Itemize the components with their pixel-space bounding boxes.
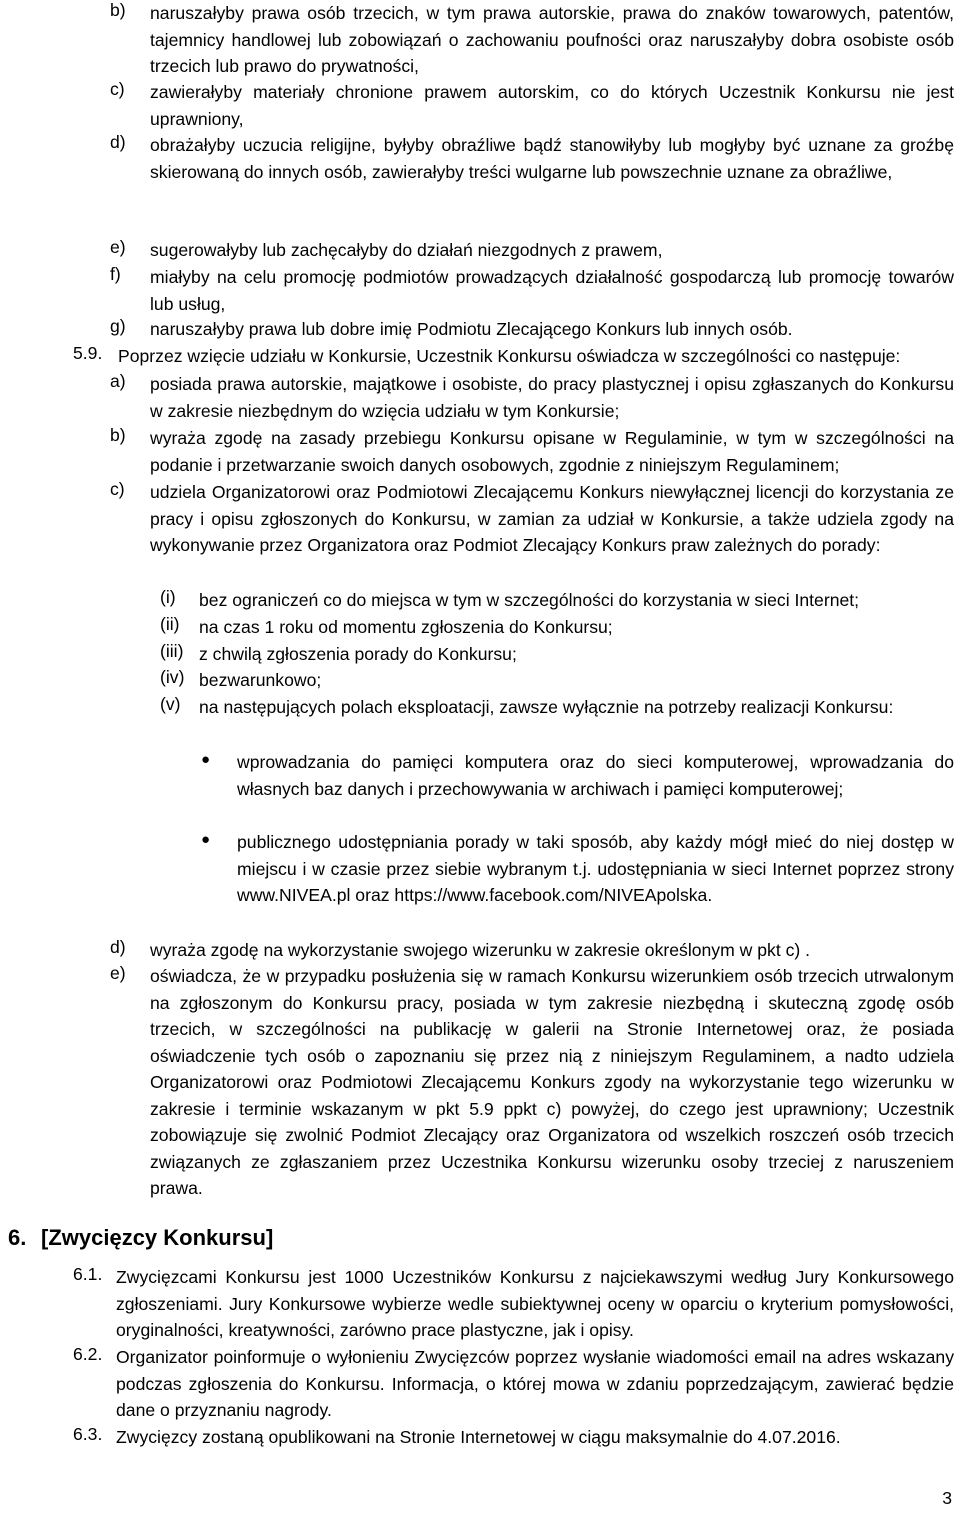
- list-item-text: miałyby na celu promocję podmiotów prowadzących działalność gospodarczą lub promocję towarów lub usług,: [150, 267, 954, 314]
- list-item-text: sugerowałyby lub zachęcałyby do działań niezgodnych z prawem,: [150, 240, 663, 260]
- list-item-text: naruszałyby prawa lub dobre imię Podmiotu Zlecającego Konkurs lub innych osób.: [150, 319, 793, 339]
- list-item-label: d): [110, 132, 126, 152]
- subitem-label: (i): [160, 587, 176, 607]
- subitem-text: bezwarunkowo;: [199, 670, 322, 690]
- list-item-text: obrażałyby uczucia religijne, byłyby obraźliwe bądź stanowiłyby lub mogłyby być uznane za groźbę skierowaną do innych osób, zawierałyby treści wulgarne lub powszechnie uznane za obraźliwe,: [150, 135, 954, 182]
- section-number: 6.: [8, 1225, 27, 1250]
- list-item-label: g): [110, 316, 126, 336]
- subitem-label: (iv): [160, 667, 185, 687]
- clause-text: Zwycięzcy zostaną opublikowani na Stronie Internetowej w ciągu maksymalnie do 4.07.2016.: [116, 1427, 841, 1447]
- bullet-text: wprowadzania do pamięci komputera oraz do sieci komputerowej, wprowadzania do własnych baz danych i przechowywania w archiwach i pamięci komputerowej;: [237, 752, 954, 799]
- section-heading: [8, 1225, 273, 1251]
- subitem-text: na czas 1 roku od momentu zgłoszenia do Konkursu;: [199, 617, 613, 637]
- bullet-icon: ●: [201, 831, 211, 848]
- list-item-text: wyraża zgodę na zasady przebiegu Konkursu opisane w Regulaminie, w tym w szczególności na podanie i przetwarzanie swoich danych osobowych, zgodnie z niniejszym Regulaminem;: [150, 428, 954, 475]
- page-number: 3: [942, 1488, 952, 1508]
- clause-text: Zwycięzcami Konkursu jest 1000 Uczestników Konkursu z najciekawszymi według Jury Konkursowego zgłoszeniami. Jury Konkursowe wybierze wedle subiektywnej oceny w oparciu o kryterium pomysłowości, oryginalności, kreatywności, zarówno prace plastyczne, jak i opisy.: [116, 1267, 954, 1340]
- subitem-text: z chwilą zgłoszenia porady do Konkursu;: [199, 644, 517, 664]
- subitem-label: (iii): [160, 641, 184, 661]
- clause-number: 6.3.: [73, 1424, 103, 1444]
- list-item-label: b): [110, 0, 126, 20]
- bullet-text: publicznego udostępniania porady w taki sposób, aby każdy mógł mieć do niej dostęp w miejscu i w czasie przez siebie wybranym t.j. udostępniania w sieci Internet poprzez strony www.NIVEA.pl oraz https://www.facebook.com/NIVEApolska.: [237, 832, 954, 905]
- subitem-text: na następujących polach eksploatacji, zawsze wyłącznie na potrzeby realizacji Konkursu:: [199, 697, 894, 717]
- clause-number: 6.2.: [73, 1344, 103, 1364]
- list-item-text: naruszałyby prawa osób trzecich, w tym prawa autorskie, prawa do znaków towarowych, patentów, tajemnicy handlowej lub zobowiązań o zachowaniu poufności oraz naruszałyby dobra osobiste osób trzecich lub prawo do prywatności,: [150, 3, 954, 76]
- clause-number: 5.9.: [73, 343, 103, 363]
- clause-text: Poprzez wzięcie udziału w Konkursie, Uczestnik Konkursu oświadcza w szczególności co następuje:: [118, 346, 901, 366]
- list-item-text: posiada prawa autorskie, majątkowe i osobiste, do pracy plastycznej i opisu zgłaszanych do Konkursu w zakresie niezbędnym do wzięcia udziału w tym Konkursie;: [150, 374, 954, 421]
- clause-text: Organizator poinformuje o wyłonieniu Zwycięzców poprzez wysłanie wiadomości email na adres wskazany podczas zgłoszenia do Konkursu. Informacja, o której mowa w zdaniu poprzedzającym, zawierać będzie dane o przyznaniu nagrody.: [116, 1347, 954, 1420]
- list-item-text: wyraża zgodę na wykorzystanie swojego wizerunku w zakresie określonym w pkt c) .: [150, 940, 811, 960]
- list-item-label: d): [110, 937, 126, 957]
- section-title: [Zwycięzcy Konkursu]: [41, 1225, 274, 1250]
- list-item-label: e): [110, 963, 126, 983]
- list-item-text: udziela Organizatorowi oraz Podmiotowi Zlecającemu Konkurs niewyłącznej licencji do korzystania ze pracy i opisu zgłoszonych do Konkursu, w zamian za udział w Konkursie, a także udziela zgody na wykonywanie przez Organizatora oraz Podmiot Zlecający Konkurs praw zależnych do porady:: [150, 482, 954, 555]
- clause-number: 6.1.: [73, 1264, 103, 1284]
- subitem-text: bez ograniczeń co do miejsca w tym w szczególności do korzystania w sieci Internet;: [199, 590, 860, 610]
- list-item-label: b): [110, 425, 126, 445]
- subitem-label: (ii): [160, 614, 180, 634]
- list-item-text: zawierałyby materiały chronione prawem autorskim, co do których Uczestnik Konkursu nie jest uprawniony,: [150, 82, 954, 129]
- list-item-label: c): [110, 79, 125, 99]
- list-item-label: a): [110, 371, 126, 391]
- list-item-label: f): [110, 264, 121, 284]
- subitem-label: (v): [160, 694, 181, 714]
- list-item-label: e): [110, 237, 126, 257]
- list-item-text: oświadcza, że w przypadku posłużenia się w ramach Konkursu wizerunkiem osób trzecich utrwalonym na zgłoszonym do Konkursu pracy, posiada w tym zakresie niezbędną i skuteczną zgodę osób trzecich, w szczególności na publikację w galerii na Stronie Internetowej oraz, że posiada oświadczenie tych osób o zapoznaniu się przez nią z niniejszym Regulaminem, a nadto udziela Organizatorowi oraz Podmiotowi Zlecającemu Konkurs zgody na wykorzystanie tego wizerunku w zakresie i terminie wskazanym w pkt 5.9 ppkt c) powyżej, do czego jest uprawniony; Uczestnik zobowiązuje się zwolnić Podmiot Zlecający oraz Organizatora od wszelkich roszczeń osób trzecich związanych ze zgłaszaniem przez Uczestnika Konkursu wizerunku osoby trzeciej z naruszeniem prawa.: [150, 966, 954, 1198]
- bullet-icon: ●: [201, 751, 211, 768]
- list-item-label: c): [110, 479, 125, 499]
